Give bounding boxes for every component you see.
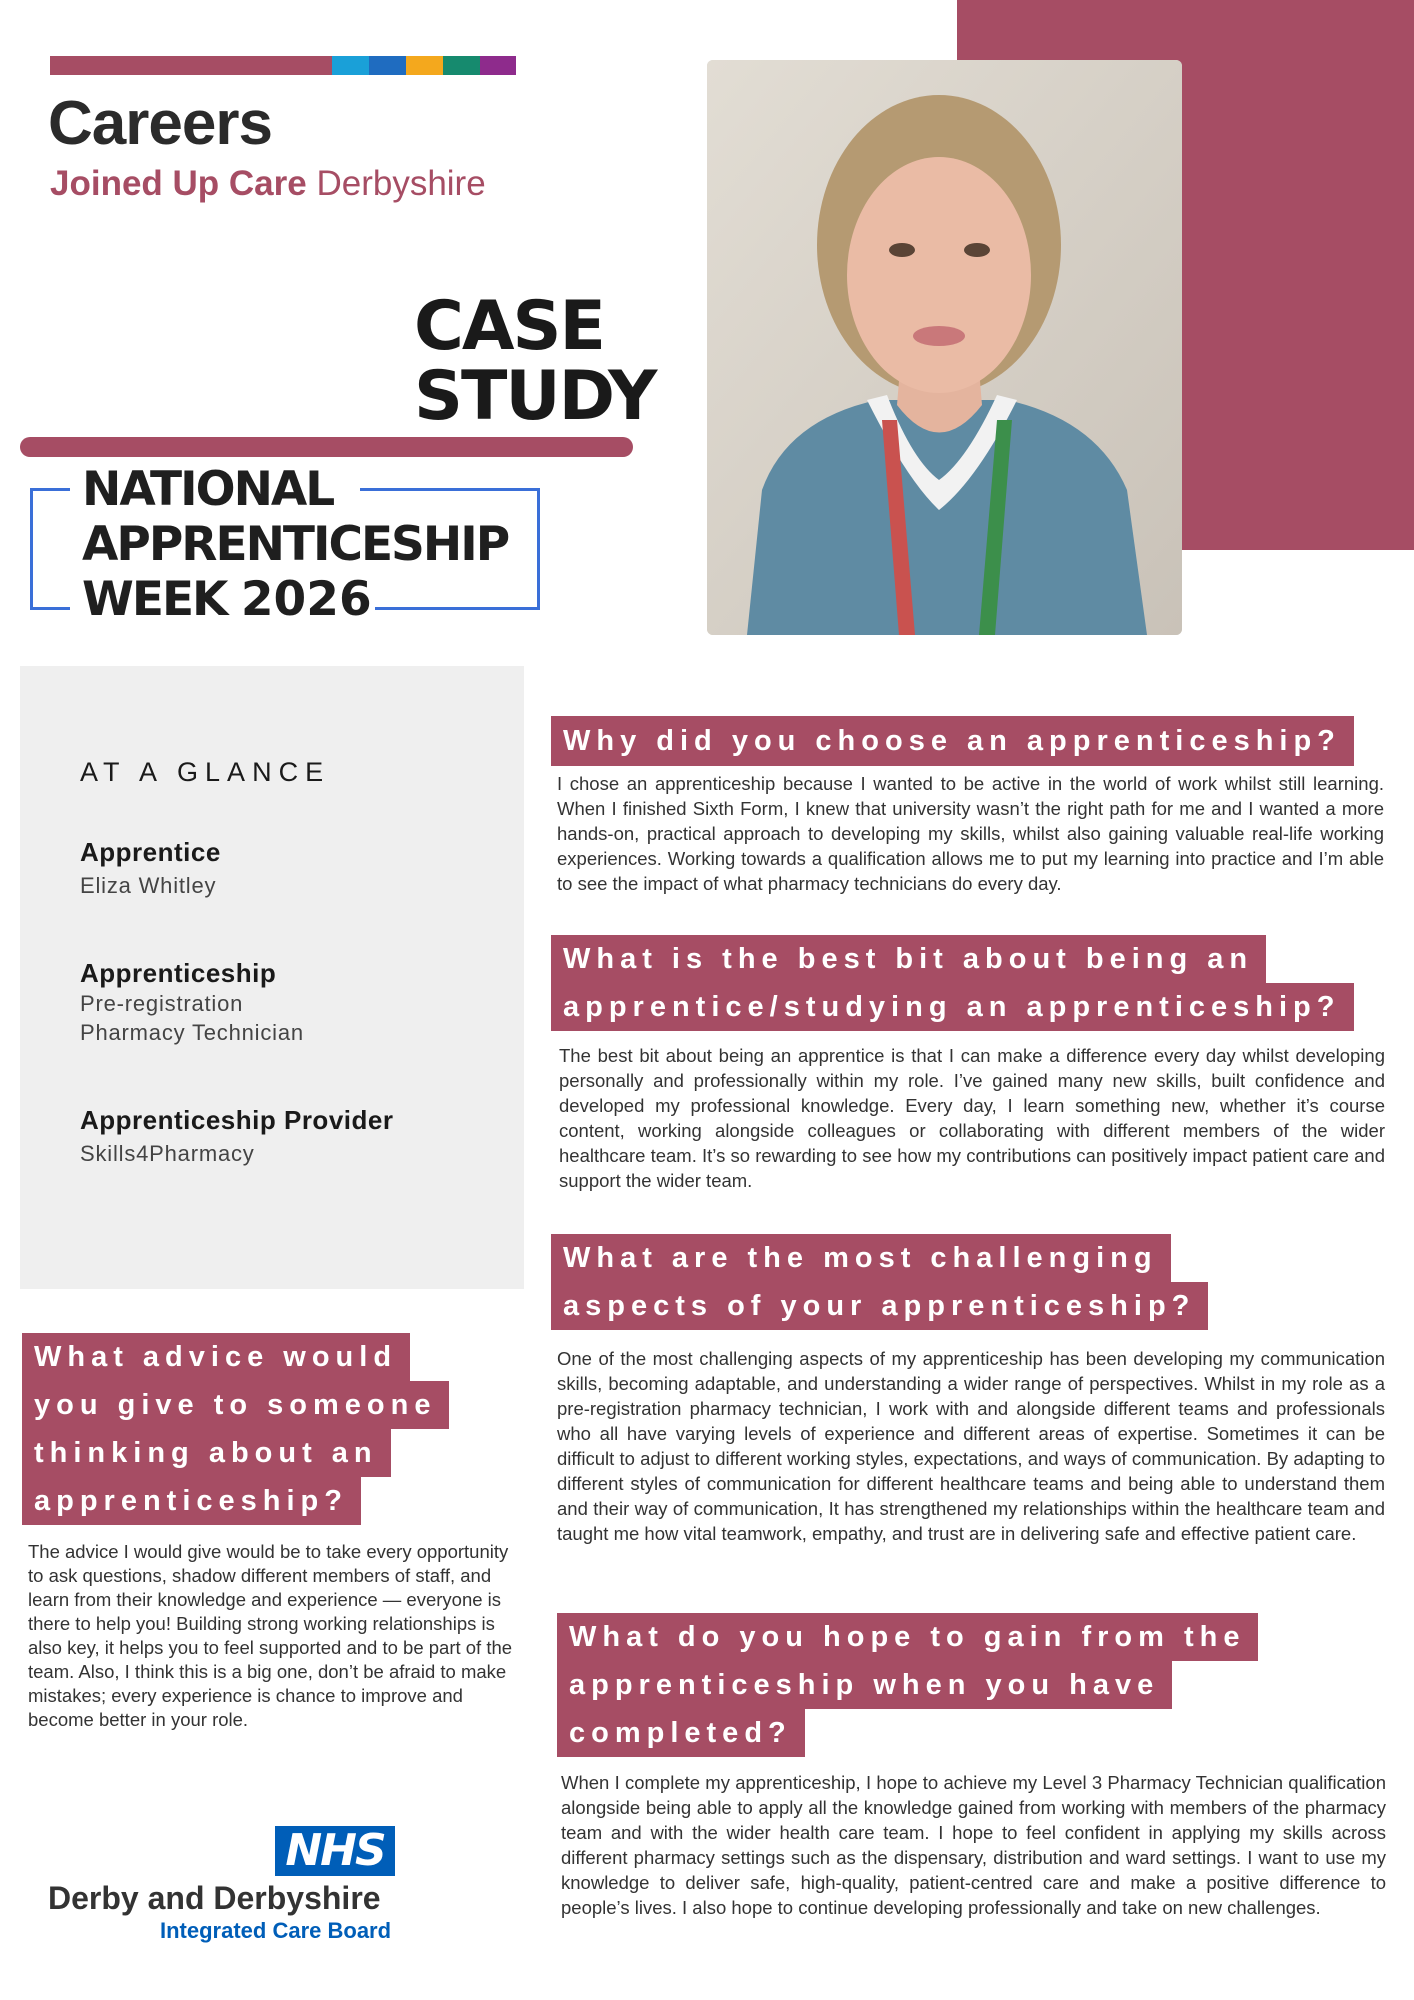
logo-bar-segment xyxy=(443,56,480,75)
divider-rule xyxy=(20,437,633,457)
logo-bar-segment xyxy=(369,56,406,75)
case-study-line2: STUDY xyxy=(414,357,656,436)
apprenticeship-label: Apprenticeship xyxy=(80,958,277,988)
advice-heading-line: What advice would xyxy=(22,1333,410,1381)
q1-answer: I chose an apprenticeship because I wanted to be active in the world of work whilst still learning. When I finished Sixth Form, I knew that university wasn’t the right path for me and I wanted a more hands-on, practical approach to developing my skills, whilst also gaining valuable real-life working experiences. Working towards a qualification allows me to put my learning into practice and I’m able to see the impact of what pharmacy technicians do every day. xyxy=(557,773,1384,894)
q3-heading xyxy=(551,1234,1208,1330)
at-a-glance-title: AT A GLANCE xyxy=(80,757,331,787)
naw-logo-text xyxy=(82,462,508,627)
logo-bar-segment xyxy=(332,56,369,75)
provider-label: Apprenticeship Provider xyxy=(80,1105,394,1135)
case-study-title xyxy=(414,287,656,436)
nhs-org-name: Derby and Derbyshire xyxy=(48,1880,381,1916)
apprentice-value: Eliza Whitley xyxy=(80,873,217,898)
provider-value: Skills4Pharmacy xyxy=(80,1141,255,1166)
q4-heading-line: completed? xyxy=(557,1709,805,1757)
naw-line3 xyxy=(82,572,508,627)
q2-heading xyxy=(551,935,1354,1031)
advice-heading-line: thinking about an xyxy=(22,1429,391,1477)
naw-line1: NATIONAL xyxy=(82,462,334,517)
logo-bar-segment xyxy=(480,56,516,75)
nhs-logo-badge: NHS xyxy=(275,1826,395,1876)
advice-answer: The advice I would give would be to take every opportunity to ask questions, shadow different members of staff, and learn from their knowledge and experience — everyone is there to help you! Building strong working relationships is also key, it helps you to feel supported and to be part of the team. Also, I think this is a big one, don’t be afraid to make mistakes; every experience is chance to improve and become better in your role. xyxy=(28,1541,513,1730)
q3-heading-line: aspects of your apprenticeship? xyxy=(551,1282,1208,1330)
q3-heading-line: What are the most challenging xyxy=(551,1234,1171,1282)
apprenticeship-value-line1: Pre-registration xyxy=(80,991,244,1016)
q4-heading-line: apprenticeship when you have xyxy=(557,1661,1172,1709)
careers-title: Careers xyxy=(48,89,272,158)
apprentice-photo xyxy=(707,60,1182,635)
careers-sub-rest: Derbyshire xyxy=(306,164,486,203)
naw-week: WEEK xyxy=(82,572,227,627)
case-study-line1: CASE xyxy=(414,287,604,366)
q4-heading xyxy=(557,1613,1258,1757)
naw-year: 2026 xyxy=(240,572,372,627)
q1-heading xyxy=(551,716,1354,766)
nhs-org-subtitle: Integrated Care Board xyxy=(160,1918,392,1943)
advice-heading xyxy=(22,1333,449,1525)
q2-answer: The best bit about being an apprentice is that I can make a difference every day whilst developing personally and professionally within my role. I’ve gained many new skills, built confidence and developed my professional knowledge. Every day, I learn something new, whether it’s course content, working alongside colleagues or collaborating with different members of the wider healthcare team. It’s so rewarding to see how my contributions can positively impact patient care and support the wider team. xyxy=(559,1045,1385,1191)
advice-heading-line: you give to someone xyxy=(22,1381,449,1429)
q2-heading-line: apprentice/studying an apprenticeship? xyxy=(551,983,1354,1031)
careers-sub-bold: Joined Up Care xyxy=(50,164,307,203)
naw-line2: APPRENTICESHIP xyxy=(82,517,509,572)
q4-answer: When I complete my apprenticeship, I hope to achieve my Level 3 Pharmacy Technician qualification alongside being able to apply all the knowledge gained from working with members of the pharmacy team and with the wider health care team. I hope to feel confident in applying my skills across different pharmacy settings such as the dispensary, distribution and ward settings. I want to use my knowledge to deliver safe, high-quality, patient-centred care and make a positive difference to people’s lives. I also hope to continue developing professionally and take on new challenges. xyxy=(561,1772,1386,1918)
q4-heading-line: What do you hope to gain from the xyxy=(557,1613,1258,1661)
apprentice-label: Apprentice xyxy=(80,837,221,867)
careers-logo-bar xyxy=(50,56,516,75)
q2-heading-line: What is the best bit about being an xyxy=(551,935,1266,983)
apprenticeship-value-line2: Pharmacy Technician xyxy=(80,1020,304,1045)
careers-subtitle xyxy=(50,164,486,204)
advice-heading-line: apprenticeship? xyxy=(22,1477,361,1525)
apprenticeship-value xyxy=(80,989,304,1047)
q1-heading-line: Why did you choose an apprenticeship? xyxy=(551,716,1354,766)
q3-answer: One of the most challenging aspects of my apprenticeship has been developing my communication skills, becoming adaptable, and understanding a wider range of perspectives. Whilst in my role as a pre-registration pharmacy technician, I work with and alongside different teams and professionals who all have varying levels of experience and different areas of expertise. Sometimes it can be difficult to adjust to different working styles, expectations, and ways of communication. By adapting to different styles of communication for different healthcare teams and being able to understand them and their way of communication, It has strengthened my relationships within the healthcare team and taught me how vital teamwork, empathy, and trust are in delivering safe and effective patient care. xyxy=(557,1348,1385,1544)
portrait-illustration xyxy=(707,60,1182,635)
logo-bar-segment xyxy=(406,56,443,75)
logo-bar-segment xyxy=(50,56,332,75)
